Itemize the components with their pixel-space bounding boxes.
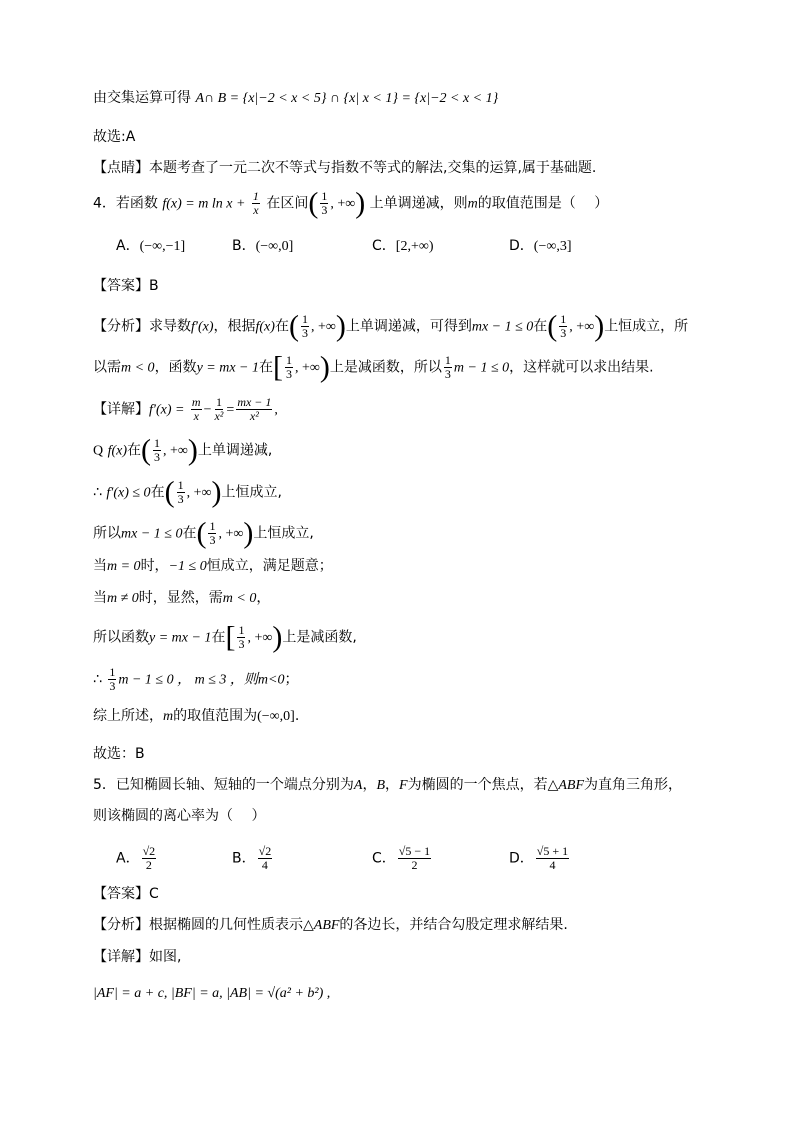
q4-step-so: 所以mx − 1 ≤ 0在( $\frac{1}{3}$ , +∞)上恒成立,: [93, 516, 314, 550]
q5-option-c: C． $\frac{√5 - 1}{2}$: [372, 844, 431, 872]
q4-option-a: A．(−∞,−1]: [116, 238, 186, 254]
q4-analysis-line1: 【分析】求导数f′(x)，根据f(x)在( $\frac{1}{3}$ , +∞)上单调递减，可得到mx − 1 ≤ 0在( $\frac{1}{3}$ , +∞)上恒成立，所: [93, 309, 689, 343]
q3-answer: 故选:A: [93, 129, 136, 145]
intersection-formula: A∩ B = {x|−2 < x < 5} ∩ {x| x < 1} = {x|−2 < x < 1}: [195, 91, 499, 106]
q4-analysis-line2: 以需m < 0，函数y = mx − 1在[ $\frac{1}{3}$ , +∞)上是减函数，所以 $\frac{1}{3}$ m − 1 ≤ 0，这样就可以求出结果.: [93, 350, 654, 384]
q4-step-function: 所以函数y = mx − 1在[ $\frac{1}{3}$ , +∞)上是减函数,: [93, 620, 357, 654]
q5-answer: 【答案】C: [93, 886, 159, 902]
q5-formula: |AF| = a + c, |BF| = a, |AB| = √(a² + b²) ,: [93, 986, 331, 1001]
q4-option-b: B．(−∞,0]: [232, 238, 294, 254]
q5-detail: 【详解】如图,: [93, 949, 182, 965]
q4-case-nonzero: 当m ≠ 0时，显然，需m < 0，: [93, 590, 271, 606]
intersection-line: 由交集运算可得 A∩ B = {x|−2 < x < 5} ∩ {x| x < 1} = {x|−2 < x < 1}: [93, 90, 499, 106]
q4-case-zero: 当m = 0时，−1 ≤ 0恒成立，满足题意；: [93, 558, 333, 574]
q5-option-a: A． $\frac{√2}{2}$: [116, 844, 156, 872]
q4-step-inequality: ∴ $\frac{1}{3}$ m − 1 ≤ 0 ， m ≤ 3 ，则m<0；: [93, 665, 299, 693]
q4-option-c: C．[2,+∞): [372, 238, 434, 254]
q4-step-decreasing: Q f(x)在( $\frac{1}{3}$ , +∞)上单调递减,: [93, 433, 273, 467]
q5-analysis: 【分析】根据椭圆的几何性质表示△ABF的各边长，并结合勾股定理求解结果.: [93, 917, 568, 933]
q4-option-d: D．(−∞,3]: [509, 238, 572, 254]
q5-option-d: D． $\frac{√5 + 1}{4}$: [509, 844, 569, 872]
q4-stem: 4．若函数 f(x) = m ln x + $\frac{1}{x}$ 在区间( $\frac{1}{3}$ , +∞) 上单调递减，则m的取值范围是（ ）: [93, 186, 609, 220]
q5-stem-line2: 则该椭圆的离心率为（ ）: [93, 808, 266, 824]
q4-answer: 【答案】B: [93, 278, 159, 294]
q3-comment: 【点睛】本题考查了一元二次不等式与指数不等式的解法,交集的运算,属于基础题.: [93, 160, 597, 176]
q5-stem: 5．已知椭圆长轴、短轴的一个端点分别为A，B，F为椭圆的一个焦点，若△ABF为直角三角形，: [93, 777, 683, 793]
q4-detail-derivative: 【详解】f′(x) = $\frac{m}{x}$ − $\frac{1}{\text{x²}}$ = $\frac{mx - 1}{\text{x²}}$ ,: [93, 395, 278, 423]
q4-step-therefore: ∴ f′(x) ≤ 0在( $\frac{1}{3}$ , +∞)上恒成立,: [93, 475, 282, 509]
q4-summary: 综上所述，m的取值范围为(−∞,0].: [93, 708, 300, 724]
q4-final: 故选：B: [93, 746, 145, 762]
q5-option-b: B． $\frac{√2}{4}$: [232, 844, 272, 872]
